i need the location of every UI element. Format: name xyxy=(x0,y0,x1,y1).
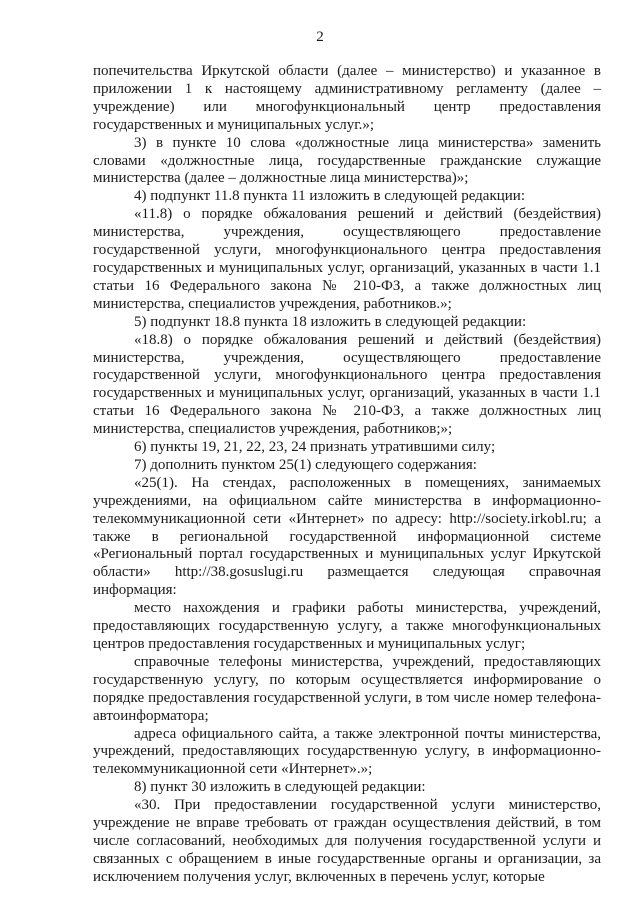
paragraph: справочные телефоны министерства, учреждений, предоставляющих государственную услугу, по которым осуществляется информирование о порядке предоставления государственной услуги, в том числе номер телефона-автоинформатора; xyxy=(93,653,601,724)
paragraph: 7) дополнить пунктом 25(1) следующего содержания: xyxy=(134,456,477,473)
paragraph: «18.8) о порядке обжалования решений и действий (бездействия) министерства, учреждения, осуществляющего предоставление государственной услуги, многофункционального центра предоставления государственных и муниципальных услуг, организаций, указанных в части 1.1 статьи 16 Федерального закона № 210-ФЗ, а также должностных лиц министерства, специалистов учреждения, работников;»; xyxy=(93,331,601,438)
paragraph: 4) подпункт 11.8 пункта 11 изложить в следующей редакции: xyxy=(134,188,525,205)
paragraph: 6) пункты 19, 21, 22, 23, 24 признать утратившими силу; xyxy=(134,439,496,456)
paragraph: 3) в пункте 10 слова «должностные лица министерства» заменить словами «должностные лица, государственные гражданские служащие министерства (далее – должностные лица министерства)»; xyxy=(93,134,601,187)
paragraph: место нахождения и графики работы министерства, учреждений, предоставляющих государственную услугу, а также многофункциональных центров предоставления государственных и муниципальных услуг; xyxy=(93,600,601,652)
page-number: 2 xyxy=(316,29,324,45)
paragraph: 8) пункт 30 изложить в следующей редакции: xyxy=(134,779,426,796)
paragraph: адреса официального сайта, а также электронной почты министерства, учреждений, предоставляющих государственную услугу, в информационно-телекоммуникационной сети «Интернет».»; xyxy=(93,725,601,778)
paragraph: «11.8) о порядке обжалования решений и действий (бездействия) министерства, учреждения, осуществляющего предоставление государственной услуги, многофункционального центра предоставления государственных и муниципальных услуг, организаций, указанных в части 1.1 статьи 16 Федерального закона № 210-ФЗ, а также должностных лиц министерства, специалистов учреждения, работников.»; xyxy=(93,206,601,312)
document-body xyxy=(93,63,601,887)
paragraph: «25(1). На стендах, расположенных в помещениях, занимаемых учреждениями, на официальном сайте министерства в информационно-телекоммуникационной сети «Интернет» по адресу: http://society.irkobl.ru; а также в региональной государственной информационной системе «Региональный портал государственных и муниципальных услуг Иркутской области» http://38.gosuslugi.ru размещается следующая справочная информация: xyxy=(93,474,601,599)
paragraph: 5) подпункт 18.8 пункта 18 изложить в следующей редакции: xyxy=(134,313,527,330)
paragraph: «30. При предоставлении государственной услуги министерство, учреждение не вправе требовать от граждан осуществления действий, в том числе согласований, необходимых для получения государственной услуги и связанных с обращением в иные государственные органы и организации, за исключением получения услуг, включенных в перечень услуг, которые xyxy=(93,797,601,885)
paragraph: попечительства Иркутской области (далее – министерство) и указанное в приложении 1 к настоящему административному регламенту (далее – учреждение) или многофункциональный центр предоставления государственных и муниципальных услуг.»; xyxy=(93,63,601,133)
